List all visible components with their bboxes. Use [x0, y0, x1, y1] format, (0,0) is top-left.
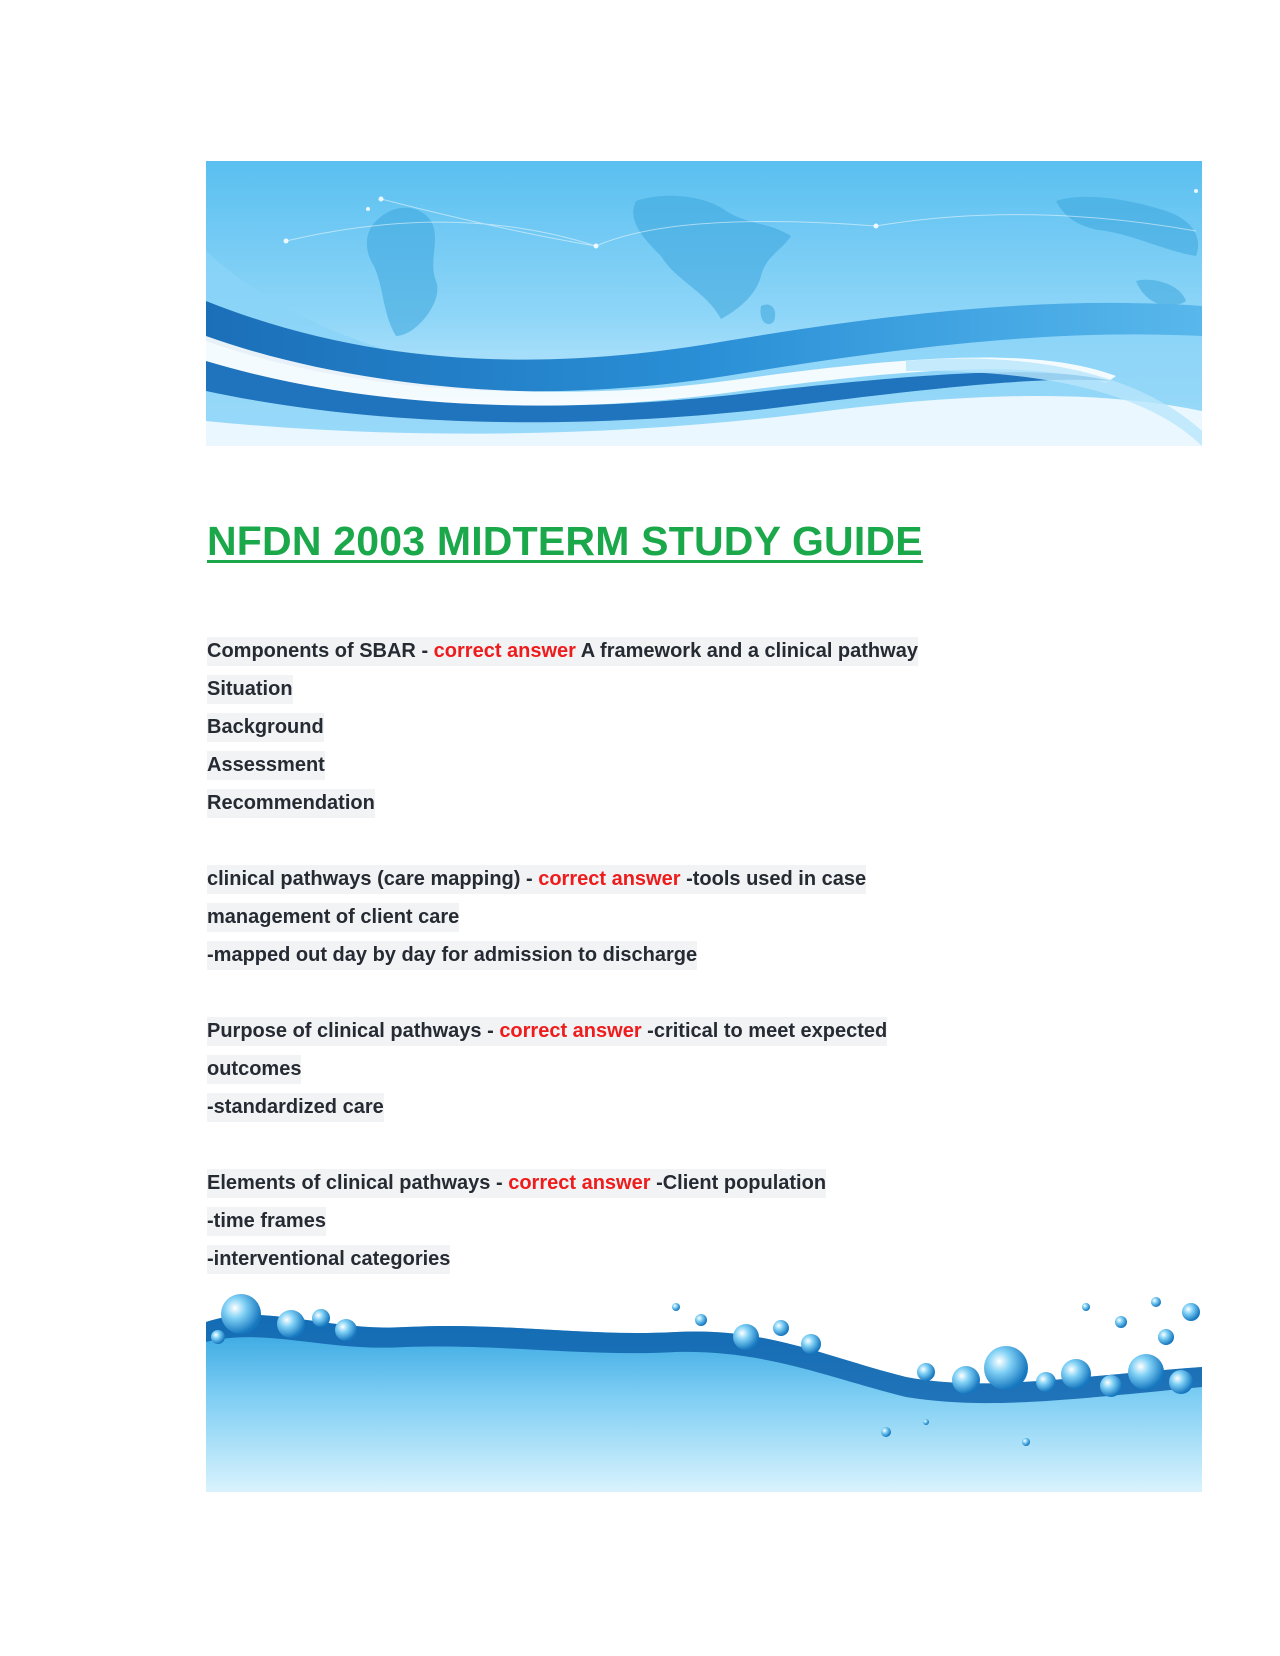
answer-text: -critical to meet expected	[647, 1020, 888, 1042]
answer-text: -Client population	[656, 1172, 827, 1194]
answer-line: -time frames	[207, 1202, 1107, 1240]
question-term: Components of SBAR	[207, 640, 416, 662]
qa-entry	[207, 860, 1107, 974]
answer-line: Assessment	[207, 746, 1107, 784]
qa-first-line: clinical pathways (care mapping) - correct answer -tools used in case	[207, 860, 1107, 898]
correct-answer-label: correct answer	[433, 640, 576, 662]
answer-line: -mapped out day by day for admission to discharge	[207, 936, 1107, 974]
answer-text: A framework and a clinical pathway	[580, 640, 918, 662]
study-guide-content	[207, 632, 1107, 1316]
qa-first-line: Purpose of clinical pathways - correct answer -critical to meet expected	[207, 1012, 1107, 1050]
correct-answer-label: correct answer	[508, 1172, 651, 1194]
qa-first-line: Components of SBAR - correct answer A framework and a clinical pathway	[207, 632, 1107, 670]
qa-entry	[207, 1164, 1107, 1278]
qa-first-line: Elements of clinical pathways - correct answer -Client population	[207, 1164, 1107, 1202]
question-term: Purpose of clinical pathways	[207, 1020, 482, 1042]
answer-line: Background	[207, 708, 1107, 746]
correct-answer-label: correct answer	[499, 1020, 642, 1042]
answer-line: Recommendation	[207, 784, 1107, 822]
question-term: clinical pathways (care mapping)	[207, 868, 521, 890]
answer-line: -interventional categories	[207, 1240, 1107, 1278]
question-term: Elements of clinical pathways	[207, 1172, 491, 1194]
answer-line: Situation	[207, 670, 1107, 708]
qa-entry	[207, 632, 1107, 822]
answer-line: outcomes	[207, 1050, 1107, 1088]
answer-line: -standardized care	[207, 1088, 1107, 1126]
page-title: NFDN 2003 MIDTERM STUDY GUIDE	[207, 518, 923, 564]
footer-water-banner	[206, 1282, 1202, 1492]
correct-answer-label: correct answer	[538, 868, 681, 890]
qa-entry	[207, 1012, 1107, 1126]
answer-line: management of client care	[207, 898, 1107, 936]
answer-text: -tools used in case	[686, 868, 867, 890]
header-wave-banner	[206, 161, 1202, 446]
